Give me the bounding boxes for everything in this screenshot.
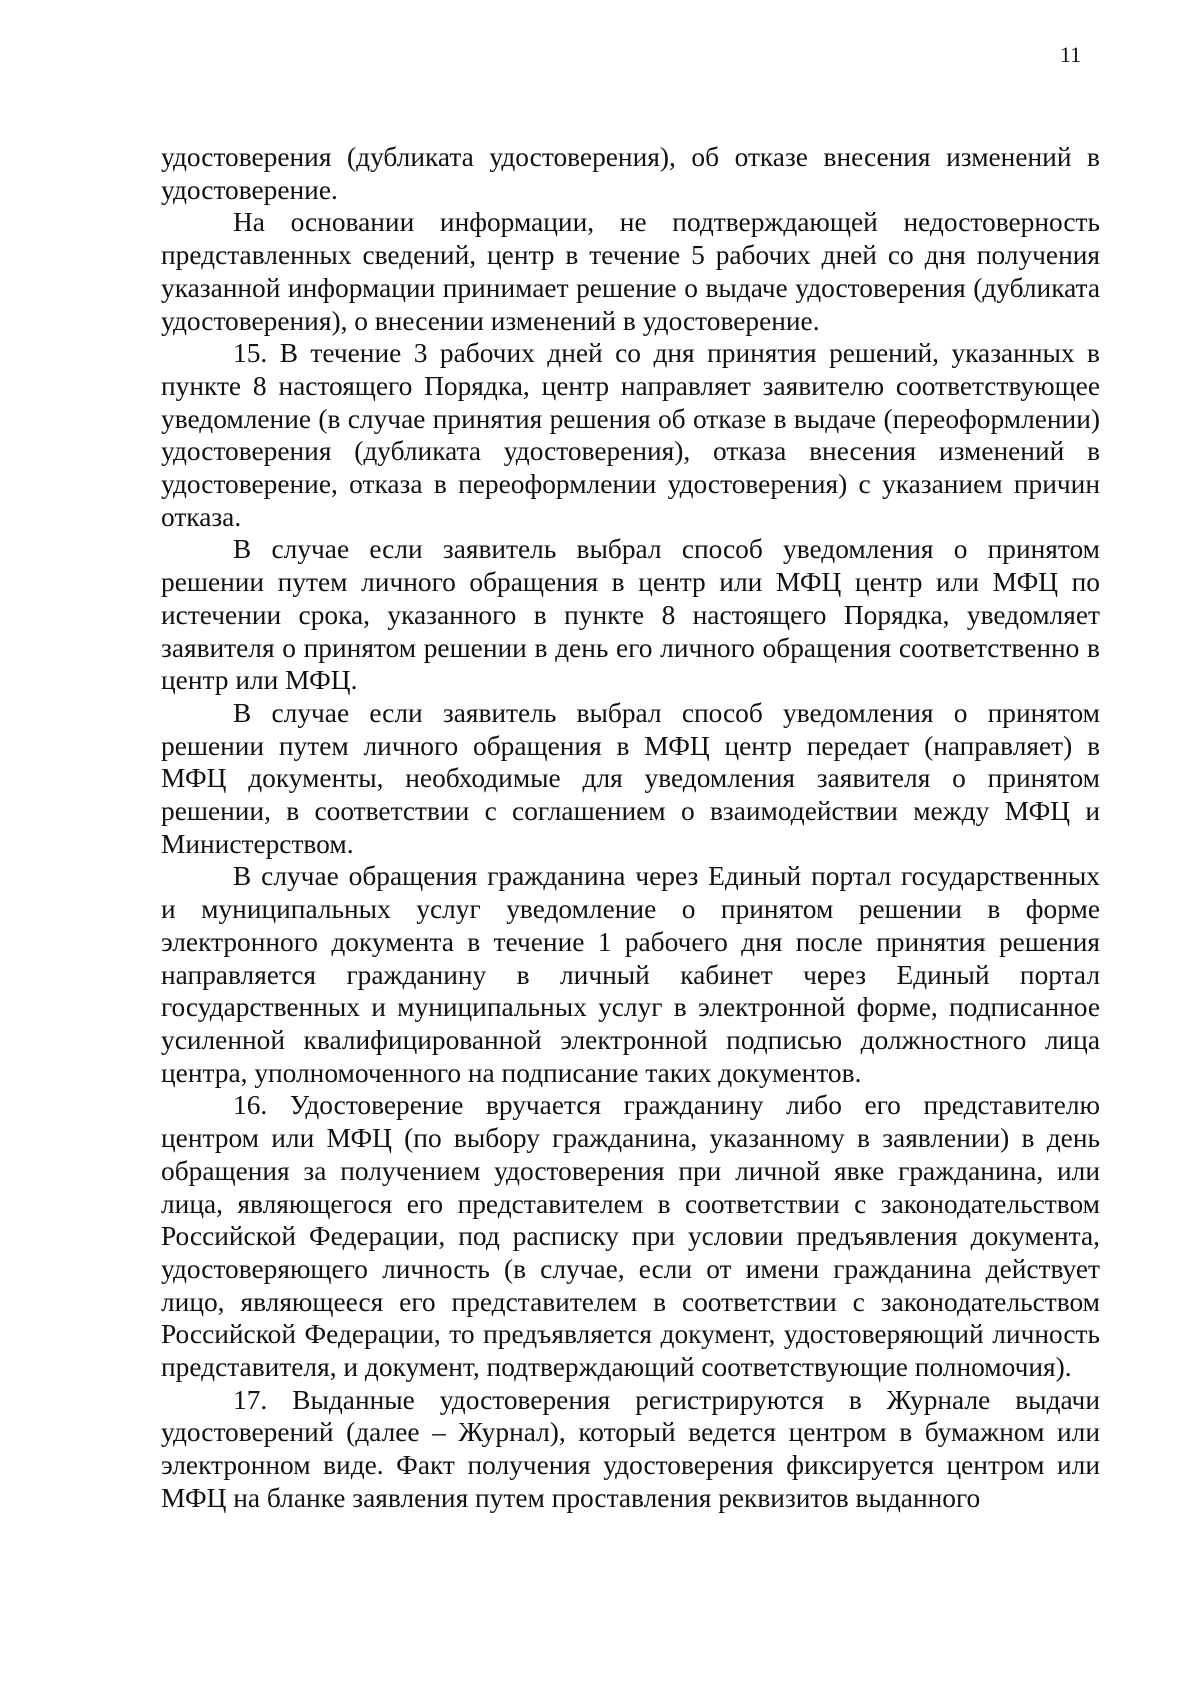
- paragraph-item-16: 16. Удостоверение вручается гражданину либо его представителю центром или МФЦ (по выбору гражданина, указанному в заявлении) в день обращения за получением удостоверения при личной явке гражданина, или лица, являющегося его представителем в соответствии с законодательством Российской Федерации, под расписку при условии предъявления документа, удостоверяющего личность (в случае, если от имени гражданина действует лицо, являющееся его представителем в соответствии с законодательством Российской Федерации, то предъявляется документ, удостоверяющий личность представителя, и документ, подтверждающий соответствующие полномочия).: [161, 1090, 1100, 1383]
- paragraph-item-17: 17. Выданные удостоверения регистрируются в Журнале выдачи удостоверений (далее – Журнал), который ведется центром в бумажном или электронном виде. Факт получения удостоверения фиксируется центром или МФЦ на бланке заявления путем проставления реквизитов выданного: [161, 1384, 1100, 1513]
- paragraph-continuation: удостоверения (дубликата удостоверения), об отказе внесения изменений в удостоверение.: [161, 142, 1100, 205]
- paragraph-personal-visit: В случае если заявитель выбрал способ уведомления о принятом решении путем личного обращения в центр или МФЦ центр или МФЦ по истечении срока, указанного в пункте 8 настоящего Порядка, уведомляет заявителя о принятом решении в день его личного обращения соответственно в центр или МФЦ.: [161, 534, 1100, 696]
- paragraph-item-15: 15. В течение 3 рабочих дней со дня принятия решений, указанных в пункте 8 настоящего Порядка, центр направляет заявителю соответствующее уведомление (в случае принятия решения об отказе в выдаче (переоформлении) удостоверения (дубликата удостоверения), отказа внесения изменений в удостоверение, отказа в переоформлении удостоверения) с указанием причин отказа.: [161, 338, 1100, 532]
- paragraph-decision: На основании информации, не подтверждающей недостоверность представленных сведений, центр в течение 5 рабочих дней со дня получения указанной информации принимает решение о выдаче удостоверения (дубликата удостоверения), о внесении изменений в удостоверение.: [161, 207, 1100, 336]
- paragraph-mfc: В случае если заявитель выбрал способ уведомления о принятом решении путем личного обращения в МФЦ центр передает (направляет) в МФЦ документы, необходимые для уведомления заявителя о принятом решении, в соответствии с соглашением о взаимодействии между МФЦ и Министерством.: [161, 697, 1100, 859]
- paragraph-portal: В случае обращения гражданина через Единый портал государственных и муниципальных услуг уведомление о принятом решении в форме электронного документа в течение 1 рабочего дня после принятия решения направляется гражданину в личный кабинет через Единый портал государственных и муниципальных услуг в электронной форме, подписанное усиленной квалифицированной электронной подписью должностного лица центра, уполномоченного на подписание таких документов.: [161, 861, 1100, 1088]
- page-number: 11: [1060, 42, 1082, 67]
- document-body: [161, 141, 1100, 1515]
